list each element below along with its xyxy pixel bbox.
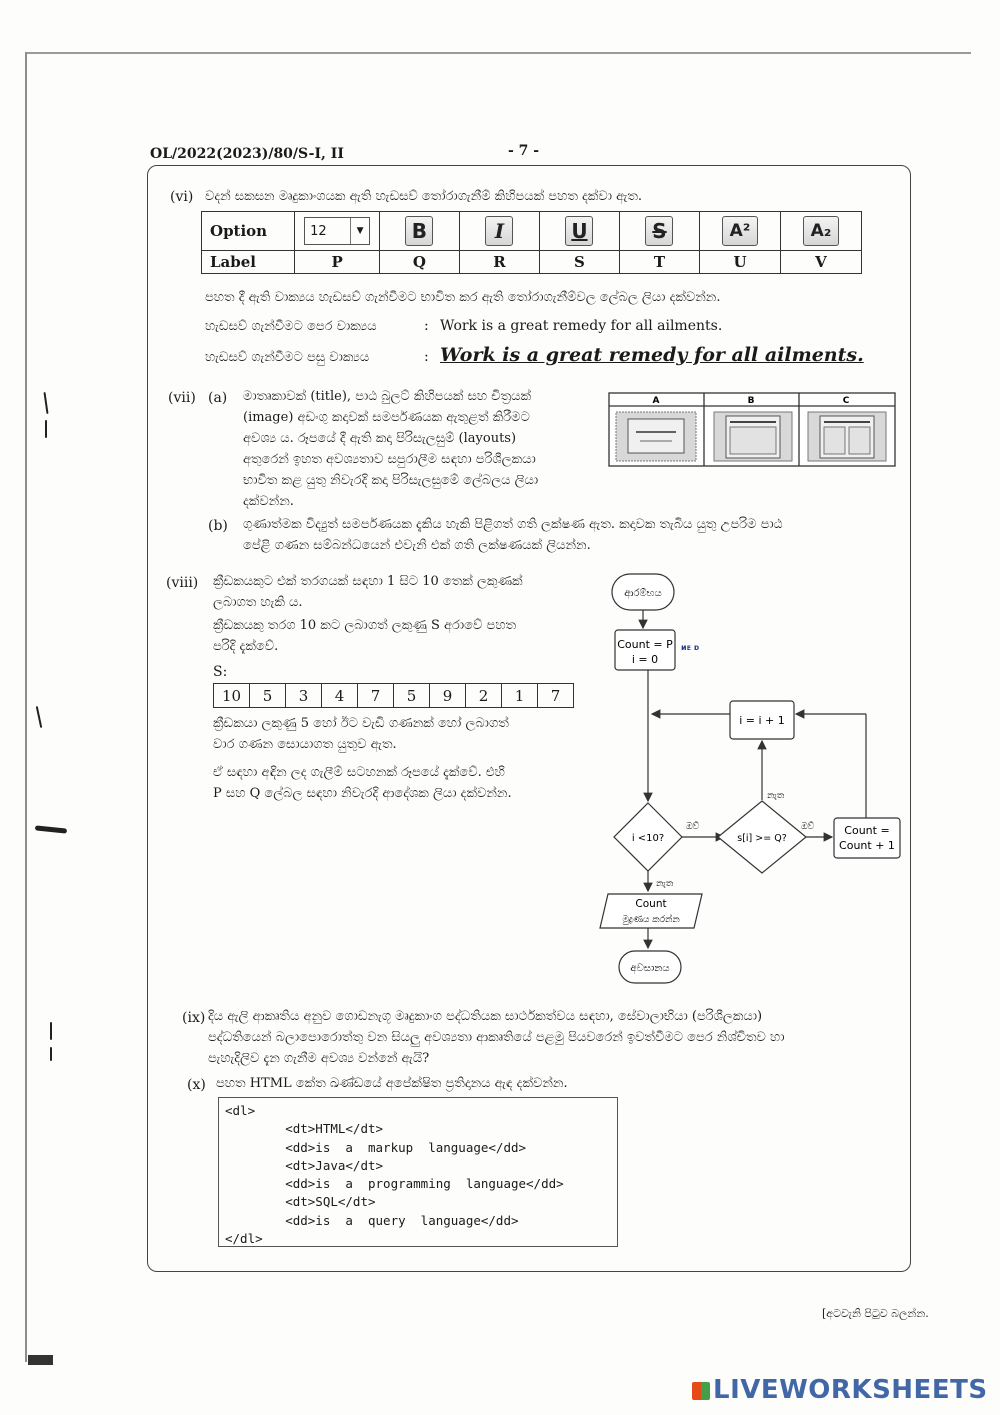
code-line: <dl>	[225, 1103, 256, 1118]
html-code-block	[218, 1097, 618, 1247]
liveworksheets-icon	[692, 1382, 710, 1400]
q9-line: පැහැදිලිව දැන ගැනීම අවශ්‍ය වන්නේ ඇයි?	[208, 1051, 430, 1066]
handwritten-annotation: ᴎᴇ ᴅ	[681, 643, 700, 652]
strikethrough-icon: S	[645, 216, 673, 246]
after-label: හැඩසව් ගැන්වීමට පසු වාක්‍යය	[205, 350, 370, 365]
array-cell: 1	[502, 684, 538, 708]
increment-text: i = i + 1	[739, 714, 785, 727]
after-sentence: Work is a great remedy for all ailments.	[440, 344, 864, 366]
page-edge-left	[25, 52, 27, 1362]
code-line: </dl>	[225, 1231, 263, 1247]
q6-instruction: පහත දී ඇති වාක්‍යය හැඩසව් ගැන්වීමට භාවිත කර ඇති තෝරාගැනීම්වල ලේබල ලියා දක්වන්න.	[205, 290, 721, 305]
code-line: <dd>is a programming language</dd>	[225, 1176, 564, 1192]
code-line: <dd>is a query language</dd>	[225, 1212, 519, 1228]
page-edge-top	[26, 52, 971, 54]
q6-number: (vi)	[170, 189, 194, 205]
array-cell: 4	[322, 684, 358, 708]
count-text: Count =	[844, 824, 890, 837]
array-cell: 10	[214, 684, 250, 708]
q7-number: (vii)	[168, 390, 196, 406]
layout-label: B	[747, 396, 755, 406]
label-cell: T	[619, 251, 699, 274]
q10-number: (x)	[187, 1077, 206, 1093]
end-text: අවසානය	[630, 963, 670, 974]
layout-c-thumbnail	[808, 412, 886, 461]
q7a-line: අවශ්‍ය ය. රූපයේ දී ඇති කදා පිරිසැලසුම් (layouts)	[243, 431, 517, 446]
margin-mark	[45, 420, 47, 438]
q8-line: P සහ Q ලේබල සඳහා නිවැරදි ආදේශක ලියා දක්වන්න.	[213, 786, 512, 801]
font-size-cell	[295, 212, 380, 251]
layout-label: A	[652, 396, 660, 406]
q7a-label: (a)	[208, 390, 228, 406]
q8-line: ඒ සඳහා අඳින ලද ගැලීම් සටහනක් රූපයේ දැක්වේ. එහි	[213, 765, 505, 780]
dropdown-arrow-icon: ▼	[350, 218, 369, 244]
array-cell: 5	[394, 684, 430, 708]
q9-number: (ix)	[182, 1010, 206, 1026]
cond1-text: i <10?	[631, 833, 665, 844]
init-text: Count = P	[617, 638, 673, 651]
no-label: නැත	[656, 879, 674, 889]
count-text: Count + 1	[839, 839, 895, 852]
label-cell: Q	[379, 251, 459, 274]
before-label: හැඩසව් ගැන්වීමට පෙර වාක්‍යය	[205, 319, 377, 334]
q10-intro: පහත HTML කේත ඛණ්ඩයේ අපේක්ෂිත ප්‍රතිදානය ඇඳ දක්වන්න.	[216, 1076, 568, 1091]
no-label: නැත	[767, 791, 785, 801]
cond2-text: s[i] >= Q?	[737, 833, 787, 844]
layout-a-thumbnail	[616, 412, 696, 461]
code-line: <dt>HTML</dt>	[225, 1121, 384, 1137]
q9-line: දිය ඇලි ආකෘතිය අනුව ගොඩනැගූ මෘදුකාංග පද්ධතියක සාර්ථකත්වය සඳහා, සේවාලාභියා (පරිශීලකයා)	[208, 1009, 763, 1024]
label-cell: U	[700, 251, 781, 274]
yes-label: ඔව්	[686, 822, 700, 832]
q7b-line: පේළි ගණන සම්බන්ධයෙන් එවැනි එක් ගති ලක්ෂණයක් ලියන්න.	[243, 538, 591, 553]
slide-layouts-figure	[608, 392, 896, 467]
score-array	[213, 683, 574, 708]
array-cell: 3	[286, 684, 322, 708]
start-text: ආරම්භය	[624, 588, 662, 599]
liveworksheets-logo[interactable]: LIVEWORKSHEETS	[692, 1375, 988, 1405]
output-text: මුද්‍රණය කරන්න	[622, 915, 680, 925]
output-text: Count	[635, 898, 667, 910]
flowchart	[590, 568, 910, 988]
q7b-line: ගුණාත්මක විද්‍යුත් සමර්පණයක දැකිය හැකි පිළිගත් ගති ලක්ෂණ ඇත. කදාවක තැබිය යුතු උපරිම පාඨ	[243, 517, 783, 532]
q7a-line: (image) අඩංගු කදාවක් සමර්පණයක ඇතුළත් කිරීමට	[243, 410, 530, 425]
format-options-table	[201, 211, 862, 274]
init-text: i = 0	[631, 653, 659, 666]
array-name: S:	[213, 664, 228, 680]
q7a-line: මාතෘකාවක් (title), පාඨ බුලට් කිහිපයක් සහ චිත්‍රයක්	[243, 389, 532, 404]
yes-label: ඔව්	[801, 822, 815, 832]
code-line: <dd>is a markup language</dd>	[225, 1139, 527, 1155]
underline-icon: U	[565, 216, 593, 246]
array-cell: 2	[466, 684, 502, 708]
font-size-dropdown: 12 ▼	[304, 217, 370, 245]
q8-line: පරිදි දැක්වේ.	[213, 639, 279, 654]
option-header: Option	[202, 212, 295, 251]
q8-number: (viii)	[166, 575, 199, 591]
q8-line: වාර ගණන සොයාගත යුතුව ඇත.	[213, 737, 397, 752]
array-cell: 7	[538, 684, 574, 708]
q8-line: ක්‍රීඩකයකු තරග 10 කට ලබාගත් ලකුණු S අරාවේ පහත	[213, 618, 517, 633]
q7a-line: භාවිත කළ යුතු නිවැරදි කදා පිරිසැලසුමේ ලේබලය ලියා	[243, 473, 539, 488]
q8-line: ක්‍රීඩකයා ලකුණු 5 හෝ ඊට වැඩි ගණනක් හෝ ලබාගත්	[213, 716, 509, 731]
bold-icon: B	[405, 216, 433, 246]
margin-mark	[50, 1047, 52, 1061]
turn-page-note: [අටවැනි පිටුව බලන්න.	[822, 1307, 929, 1320]
paper-code: OL/2022(2023)/80/S-I, II	[150, 146, 344, 162]
array-cell: 5	[250, 684, 286, 708]
q7a-line: අතුරෙන් ඉහත අවශ්‍යතාව සපුරාලීම සඳහා පරිශීලකයා	[243, 452, 536, 467]
label-cell: S	[539, 251, 619, 274]
code-line: <dt>Java</dt>	[225, 1157, 384, 1173]
italic-icon: I	[485, 216, 513, 246]
label-cell: V	[780, 251, 861, 274]
q9-line: පද්ධතියෙන් බලාපොරොත්තු වන සියලු අවශ්‍යතා ආකෘතියේ පළමු පියවරෙන් ඉවත්වීමට පෙර නිශ්චිතව හා	[208, 1030, 785, 1045]
subscript-icon: A₂	[803, 216, 839, 246]
q7a-line: දක්වන්න.	[243, 494, 294, 509]
code-line: <dt>SQL</dt>	[225, 1194, 376, 1210]
label-cell: R	[459, 251, 539, 274]
layout-b-thumbnail	[714, 412, 792, 461]
superscript-icon: A²	[722, 216, 758, 246]
margin-mark	[50, 1022, 52, 1040]
page-number: - 7 -	[508, 143, 540, 159]
q8-line: ක්‍රීඩකයකුට එක් තරගයක් සඳහා 1 සිට 10 තෙක් ලකුණක්	[213, 574, 523, 589]
before-sentence: Work is a great remedy for all ailments.	[440, 318, 723, 334]
layout-label: C	[842, 396, 850, 406]
label-header: Label	[202, 251, 295, 274]
q8-line: ලබාගත හැකි ය.	[213, 595, 303, 610]
q6-intro: වදන් සකසන මෘදුකාංගයක ඇති හැඩසව් තෝරාගැනීම් කිහිපයක් පහත දක්වා ඇත.	[205, 189, 643, 204]
q7b-label: (b)	[208, 518, 228, 534]
binding-mark	[28, 1355, 53, 1365]
array-cell: 7	[358, 684, 394, 708]
array-cell: 9	[430, 684, 466, 708]
label-cell: P	[295, 251, 380, 274]
